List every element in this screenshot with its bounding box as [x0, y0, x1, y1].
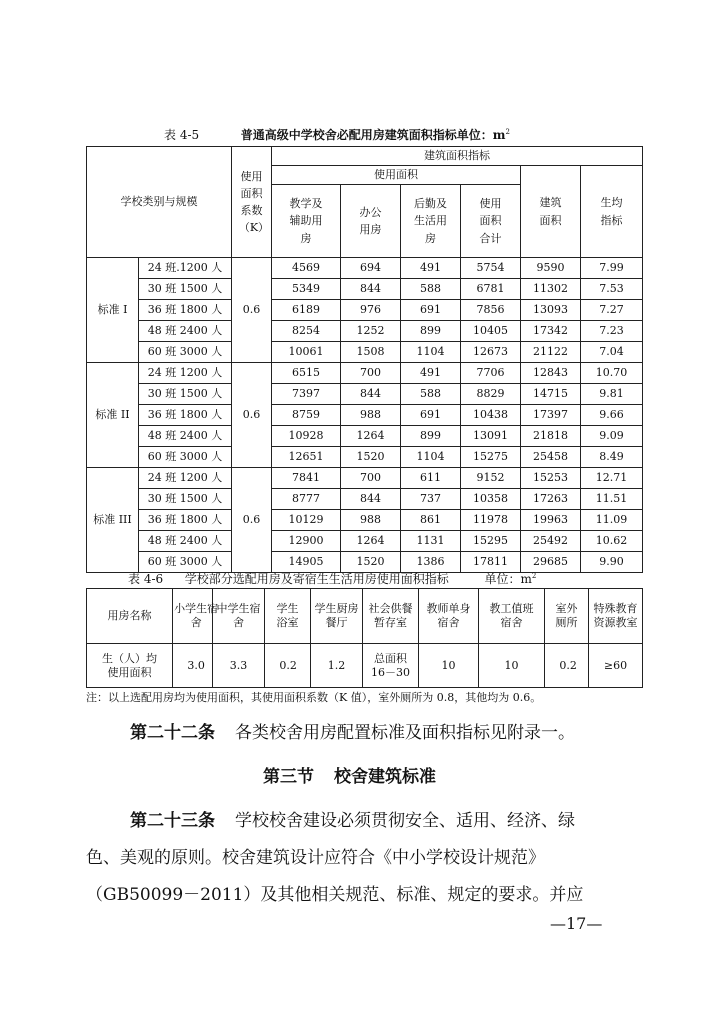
room-type-header	[173, 589, 219, 644]
value-cell: 7.27	[581, 300, 643, 321]
value-cell: 7397	[272, 384, 341, 405]
room-area-value	[419, 644, 479, 688]
header-logistics	[401, 185, 461, 258]
scale-cell: 30 班 1500 人	[139, 489, 232, 510]
value-cell: 1520	[341, 447, 401, 468]
room-type-header	[589, 589, 643, 644]
scale-cell: 60 班 3000 人	[139, 342, 232, 363]
room-type-header-text: 教师单身宿舍	[426, 602, 471, 629]
scale-cell: 48 班 2400 人	[139, 531, 232, 552]
header-building-area-text: 建筑面积	[539, 196, 562, 227]
header-building-indicator: 建筑面积指标	[272, 147, 643, 166]
article-23-line-2: 色、美观的原则。校舍建筑设计应符合《中小学校设计规范》	[86, 848, 545, 868]
article-22	[130, 718, 575, 743]
table45-caption-number: 表 4-5	[164, 128, 200, 142]
room-area-value	[479, 644, 545, 688]
table46-caption-number: 表 4-6	[128, 572, 164, 586]
value-cell: 1386	[401, 552, 461, 573]
value-cell: 1104	[401, 342, 461, 363]
value-cell: 7.99	[581, 258, 643, 279]
scale-cell: 24 班 1200 人	[139, 363, 232, 384]
value-cell: 12673	[461, 342, 521, 363]
value-cell: 7.04	[581, 342, 643, 363]
value-cell: 7706	[461, 363, 521, 384]
value-cell: 7841	[272, 468, 341, 489]
value-cell: 10129	[272, 510, 341, 531]
header-k-text: 使用面积系数（K）	[238, 169, 270, 235]
table-row	[87, 279, 643, 300]
table-row	[87, 426, 643, 447]
article-23-line-1	[130, 806, 575, 831]
header-per-student	[581, 166, 643, 258]
article-22-text: 各类校舍用房配置标准及面积指标见附录一。	[235, 723, 575, 743]
room-type-header-text: 学生浴室	[276, 602, 299, 629]
room-type-header-text: 学生厨房餐厅	[314, 602, 359, 629]
value-cell: 17342	[521, 321, 581, 342]
value-cell: 861	[401, 510, 461, 531]
value-cell: 737	[401, 489, 461, 510]
value-cell: 10438	[461, 405, 521, 426]
header-logistics-text: 后勤及生活用房	[413, 197, 447, 245]
row-label-per-capita-text: 生（人）均使用面积	[102, 651, 157, 679]
value-cell: 1264	[341, 531, 401, 552]
value-cell: 10061	[272, 342, 341, 363]
value-cell: 6189	[272, 300, 341, 321]
value-cell: 8829	[461, 384, 521, 405]
scale-cell: 60 班 3000 人	[139, 447, 232, 468]
value-cell: 7856	[461, 300, 521, 321]
k-value: 0.6	[232, 258, 272, 363]
group-label: 标准 III	[87, 468, 139, 573]
value-cell: 14715	[521, 384, 581, 405]
value-cell: 700	[341, 468, 401, 489]
table45-caption	[164, 126, 510, 143]
page-number: —17—	[550, 914, 603, 933]
value-cell: 9.81	[581, 384, 643, 405]
value-cell: 1252	[341, 321, 401, 342]
value-cell: 11302	[521, 279, 581, 300]
section-number: 第三节	[263, 767, 314, 787]
header-teaching	[272, 185, 341, 258]
value-cell: 14905	[272, 552, 341, 573]
table46-caption	[128, 570, 536, 587]
table-4-6	[86, 588, 643, 688]
room-area-value	[545, 644, 589, 688]
value-cell: 4569	[272, 258, 341, 279]
value-cell: 8759	[272, 405, 341, 426]
scale-cell: 30 班 1500 人	[139, 384, 232, 405]
table-4-5-body	[87, 147, 643, 573]
value-cell: 17263	[521, 489, 581, 510]
scale-cell: 36 班 1800 人	[139, 405, 232, 426]
room-area-value-text: 总面积16－30	[371, 651, 410, 679]
group-label: 标准 II	[87, 363, 139, 468]
value-cell: 9152	[461, 468, 521, 489]
article-22-title: 第二十二条	[130, 723, 215, 743]
room-type-header	[311, 589, 363, 644]
value-cell: 10.70	[581, 363, 643, 384]
table-row	[87, 468, 643, 489]
header-teaching-text: 教学及辅助用房	[289, 197, 323, 245]
room-area-value	[173, 644, 213, 688]
value-cell: 7.53	[581, 279, 643, 300]
scale-cell: 36 班 1800 人	[139, 300, 232, 321]
table46-caption-title: 学校部分选配用房及寄宿生生活用房使用面积指标	[184, 572, 449, 586]
value-cell: 611	[401, 468, 461, 489]
table-row	[87, 342, 643, 363]
value-cell: 21122	[521, 342, 581, 363]
room-type-header-text: 社会供餐暂存室	[368, 602, 413, 629]
table-row	[87, 489, 643, 510]
room-type-header-text: 教工值班宿舍	[489, 602, 534, 629]
value-cell: 7.23	[581, 321, 643, 342]
value-cell: 491	[401, 363, 461, 384]
value-cell: 491	[401, 258, 461, 279]
scale-cell: 48 班 2400 人	[139, 321, 232, 342]
group-label: 标准 I	[87, 258, 139, 363]
room-type-header-text: 小学生宿舍	[174, 602, 219, 629]
value-cell: 976	[341, 300, 401, 321]
room-area-value-text: 0.2	[559, 658, 577, 672]
scale-cell: 36 班 1800 人	[139, 510, 232, 531]
room-type-header	[363, 589, 419, 644]
room-area-value-text: 10	[441, 658, 456, 672]
scale-cell: 24 班 1200 人	[139, 468, 232, 489]
value-cell: 899	[401, 321, 461, 342]
table-row	[87, 321, 643, 342]
value-cell: 9.90	[581, 552, 643, 573]
value-cell: 11978	[461, 510, 521, 531]
room-area-value-text: ≥60	[603, 658, 628, 672]
value-cell: 15295	[461, 531, 521, 552]
value-cell: 15275	[461, 447, 521, 468]
value-cell: 12.71	[581, 468, 643, 489]
room-type-header-text: 室外厕所	[555, 602, 578, 629]
room-type-header	[213, 589, 265, 644]
room-type-header-text: 中学生宿舍	[216, 602, 261, 629]
table-4-6-header-row	[87, 589, 643, 644]
value-cell: 588	[401, 279, 461, 300]
k-value: 0.6	[232, 468, 272, 573]
value-cell: 25458	[521, 447, 581, 468]
value-cell: 694	[341, 258, 401, 279]
value-cell: 9590	[521, 258, 581, 279]
room-type-header	[419, 589, 479, 644]
article-23-line-3: （GB50099－2011）及其他相关规范、标准、规定的要求。并应	[86, 885, 584, 905]
value-cell: 700	[341, 363, 401, 384]
table-4-5	[86, 146, 643, 573]
room-area-value-text: 1.2	[327, 658, 346, 672]
header-building-area	[521, 166, 581, 258]
table-row	[87, 447, 643, 468]
scale-cell: 48 班 2400 人	[139, 426, 232, 447]
value-cell: 11.51	[581, 489, 643, 510]
value-cell: 9.66	[581, 405, 643, 426]
value-cell: 12900	[272, 531, 341, 552]
table-row	[87, 405, 643, 426]
value-cell: 5754	[461, 258, 521, 279]
table46-caption-superscript: 2	[531, 572, 537, 580]
room-type-header	[545, 589, 589, 644]
value-cell: 1264	[341, 426, 401, 447]
value-cell: 6781	[461, 279, 521, 300]
article-23-text-1: 学校校舍建设必须贯彻安全、适用、经济、绿	[235, 811, 575, 831]
table-row	[87, 363, 643, 384]
table45-caption-superscript: 2	[505, 128, 510, 136]
value-cell: 10.62	[581, 531, 643, 552]
header-use-total-text: 使用面积合计	[479, 197, 502, 245]
header-use-total	[461, 185, 521, 258]
value-cell: 691	[401, 300, 461, 321]
table-row	[87, 300, 643, 321]
table-row	[87, 510, 643, 531]
value-cell: 588	[401, 384, 461, 405]
value-cell: 1508	[341, 342, 401, 363]
article-23-title: 第二十三条	[130, 811, 215, 831]
section-heading	[263, 762, 436, 787]
value-cell: 19963	[521, 510, 581, 531]
value-cell: 17397	[521, 405, 581, 426]
room-area-value	[213, 644, 265, 688]
room-area-value-text: 3.0	[187, 658, 205, 672]
header-room-name: 用房名称	[87, 589, 173, 644]
header-use-area: 使用面积	[272, 166, 521, 185]
scale-cell: 30 班 1500 人	[139, 279, 232, 300]
table-note: 注：以上选配用房均为使用面积，其使用面积系数（K 值），室外厕所为 0.8，其他均为 0.6。	[86, 691, 542, 704]
row-label-per-capita	[87, 644, 173, 688]
value-cell: 8777	[272, 489, 341, 510]
room-area-value	[311, 644, 363, 688]
room-area-value	[589, 644, 643, 688]
value-cell: 25492	[521, 531, 581, 552]
value-cell: 1520	[341, 552, 401, 573]
room-area-value	[265, 644, 311, 688]
value-cell: 844	[341, 489, 401, 510]
table-row	[87, 384, 643, 405]
value-cell: 8254	[272, 321, 341, 342]
scale-cell: 24 班.1200 人	[139, 258, 232, 279]
section-title: 校舍建筑标准	[334, 767, 436, 787]
value-cell: 5349	[272, 279, 341, 300]
k-value: 0.6	[232, 363, 272, 468]
value-cell: 9.09	[581, 426, 643, 447]
value-cell: 15253	[521, 468, 581, 489]
value-cell: 10405	[461, 321, 521, 342]
value-cell: 13091	[461, 426, 521, 447]
room-area-value-text: 0.2	[279, 658, 297, 672]
header-office	[341, 185, 401, 258]
table-row	[87, 531, 643, 552]
value-cell: 1131	[401, 531, 461, 552]
value-cell: 17811	[461, 552, 521, 573]
value-cell: 988	[341, 510, 401, 531]
value-cell: 10358	[461, 489, 521, 510]
scale-cell: 60 班 3000 人	[139, 552, 232, 573]
value-cell: 21818	[521, 426, 581, 447]
value-cell: 10928	[272, 426, 341, 447]
value-cell: 11.09	[581, 510, 643, 531]
room-area-value-text: 3.3	[229, 658, 248, 672]
value-cell: 6515	[272, 363, 341, 384]
value-cell: 899	[401, 426, 461, 447]
value-cell: 8.49	[581, 447, 643, 468]
value-cell: 13093	[521, 300, 581, 321]
value-cell: 12843	[521, 363, 581, 384]
header-k	[232, 147, 272, 258]
header-category: 学校类别与规模	[87, 147, 232, 258]
table-4-6-value-row	[87, 644, 643, 688]
room-area-value-text: 10	[504, 658, 519, 672]
table46-caption-unit: 单位：m	[484, 572, 532, 586]
value-cell: 12651	[272, 447, 341, 468]
header-office-text: 办公用房	[359, 205, 382, 236]
value-cell: 1104	[401, 447, 461, 468]
header-per-student-text: 生均指标	[600, 196, 623, 227]
room-type-header	[265, 589, 311, 644]
room-area-value	[363, 644, 419, 688]
value-cell: 691	[401, 405, 461, 426]
room-type-header-text: 特殊教育资源教室	[593, 602, 638, 629]
table-row	[87, 258, 643, 279]
value-cell: 988	[341, 405, 401, 426]
value-cell: 29685	[521, 552, 581, 573]
value-cell: 844	[341, 384, 401, 405]
value-cell: 844	[341, 279, 401, 300]
room-type-header	[479, 589, 545, 644]
table45-caption-title: 普通高级中学校舍必配用房建筑面积指标单位：m	[240, 128, 506, 142]
